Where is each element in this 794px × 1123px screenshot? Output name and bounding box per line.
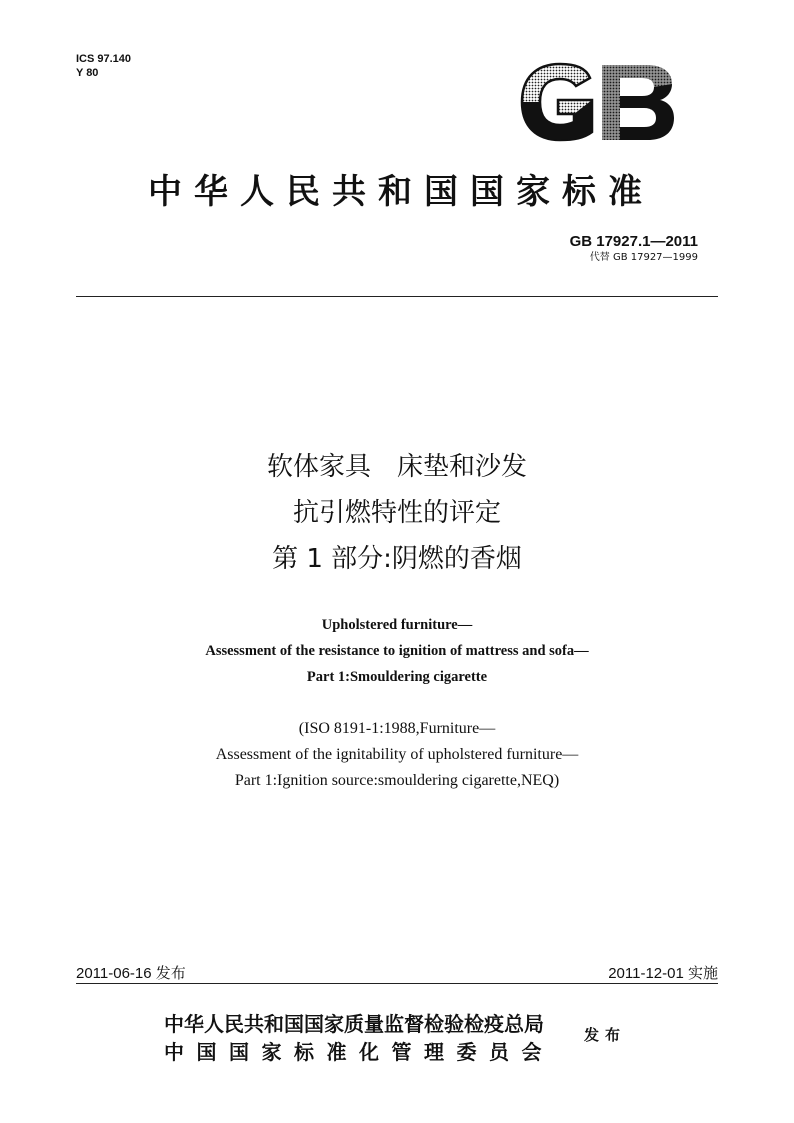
header-divider <box>76 296 718 297</box>
classification-codes <box>76 52 131 80</box>
ics-code: ICS 97.140 <box>76 53 132 65</box>
english-title <box>0 612 794 690</box>
publish-label: 发布 <box>584 1026 627 1044</box>
standard-number: GB 17927.1—2011 <box>569 233 698 250</box>
chinese-title-line: 软体家具 床垫和沙发 <box>266 452 527 482</box>
english-title-line: Upholstered furniture— <box>321 617 473 633</box>
english-title-line: Assessment of the resistance to ignition of mattress and sofa— <box>205 643 589 659</box>
footer-divider <box>76 983 718 984</box>
country-standard-title: 中华人民共和国国家标准 <box>148 172 654 212</box>
standard-number-block <box>570 234 698 266</box>
issuing-authorities <box>164 1010 554 1066</box>
iso-reference-line: Assessment of the ignitability of upholstered furniture— <box>215 746 579 763</box>
implementation-date: 2011-12-01 实施 <box>608 965 718 982</box>
chinese-title-line: 第 1 部分:阴燃的香烟 <box>272 544 522 574</box>
english-title-line: Part 1:Smouldering cigarette <box>306 669 488 685</box>
gb-logo-icon <box>516 60 678 144</box>
iso-reference <box>0 716 794 794</box>
issue-date: 2011-06-16 发布 <box>76 965 186 982</box>
chinese-title-line: 抗引燃特性的评定 <box>292 498 501 528</box>
iso-reference-line: Part 1:Ignition source:smouldering cigarette,NEQ) <box>234 772 560 789</box>
chinese-title <box>0 444 794 582</box>
issuer-sac: 中国国家标准化管理委员会 <box>164 1040 554 1064</box>
replaced-standard: 代替 GB 17927—1999 <box>589 252 698 263</box>
iso-reference-line: (ISO 8191-1:1988,Furniture— <box>298 720 496 737</box>
issuer-aqsiq: 中华人民共和国国家质量监督检验检疫总局 <box>164 1012 544 1036</box>
ccs-code: Y 80 <box>76 67 99 79</box>
